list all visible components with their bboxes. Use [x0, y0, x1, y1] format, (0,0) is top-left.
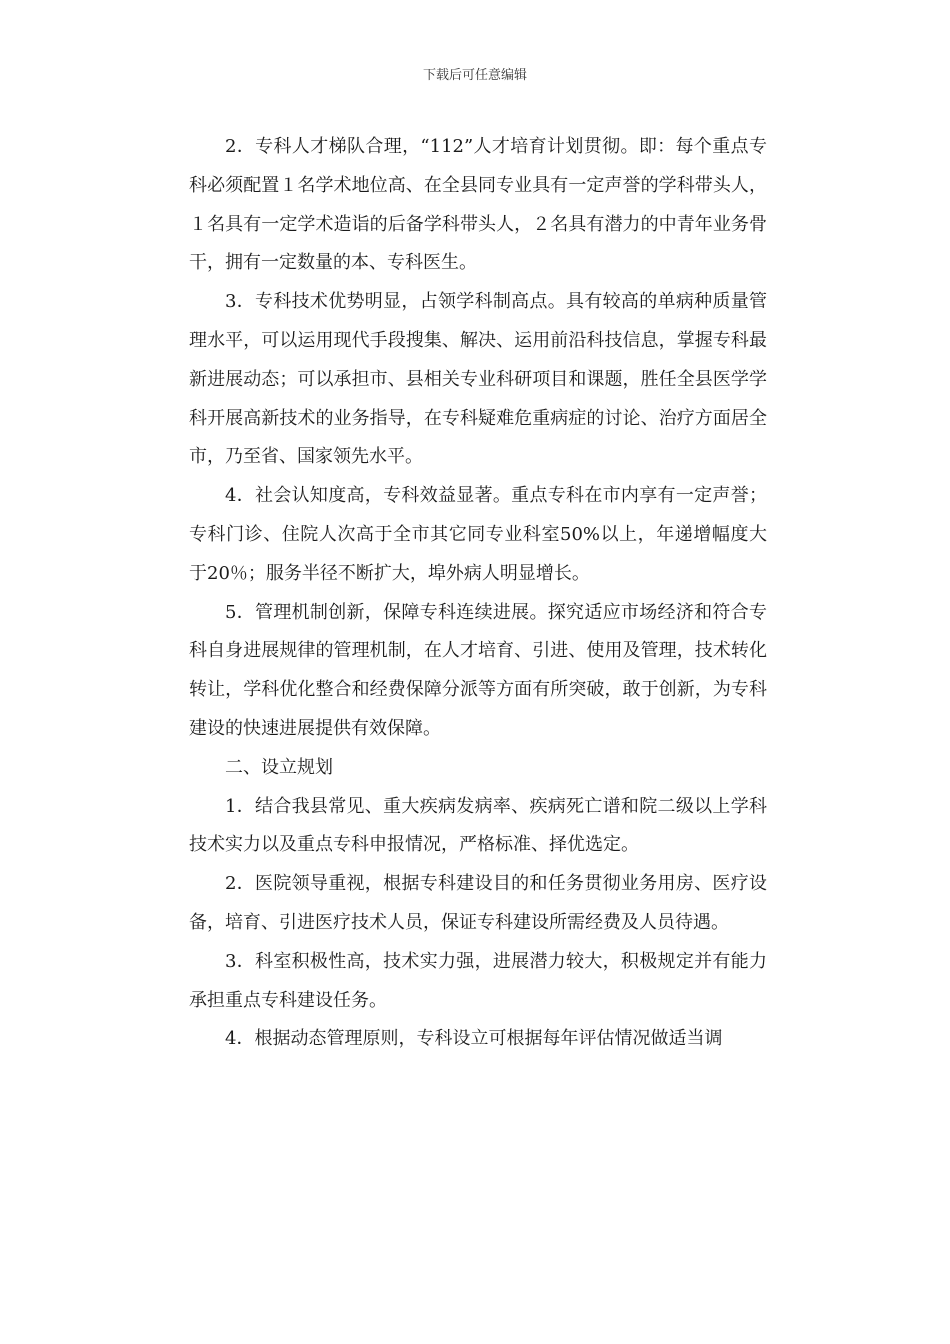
paragraph-dynamic-management: 4．根据动态管理原则，专科设立可根据每年评估情况做适当调 — [225, 1028, 723, 1050]
page-header-note: 下载后可任意编辑 — [422, 68, 527, 83]
section-heading-planning: 二、设立规划 — [225, 756, 333, 778]
paragraph-management-innovation: 5．管理机制创新，保障专科连续进展。探究适应市场经济和符合专科自身进展规律的管理机制，在人才培育、引进、使用及管理，技术转化转让，学科优化整合和经费保障分派等方面有所突破，敢于创新，为专科建设的快速进展提供有效保障。 — [189, 601, 767, 739]
paragraph-talent-team: 2．专科人才梯队合理，“112”人才培育计划贯彻。即：每个重点专科必须配置１名学术地位高、在全县同专业具有一定声誉的学科带头人，１名具有一定学术造诣的后备学科带头人，２名具有潜力的中青年业务骨干，拥有一定数量的本、专科医生。 — [189, 136, 767, 274]
paragraph-technical-advantage: 3．专科技术优势明显，占领学科制高点。具有较高的单病种质量管理水平，可以运用现代手段搜集、解决、运用前沿科技信息，掌握专科最新进展动态；可以承担市、县相关专业科研项目和课题，胜任全县医学学科开展高新技术的业务指导，在专科疑难危重病症的讨论、治疗方面居全市，乃至省、国家领先水平。 — [189, 291, 767, 468]
document-body — [189, 128, 767, 1059]
paragraph-selection-criteria: 1．结合我县常见、重大疾病发病率、疾病死亡谱和院二级以上学科技术实力以及重点专科申报情况，严格标准、择优选定。 — [189, 795, 767, 856]
paragraph-department-capability: 3．科室积极性高，技术实力强，进展潜力较大，积极规定并有能力承担重点专科建设任务。 — [189, 950, 767, 1011]
paragraph-leadership-support: 2．医院领导重视，根据专科建设目的和任务贯彻业务用房、医疗设备，培育、引进医疗技术人员，保证专科建设所需经费及人员待遇。 — [189, 873, 767, 933]
paragraph-social-recognition: 4．社会认知度高，专科效益显著。重点专科在市内享有一定声誉；专科门诊、住院人次高于全市其它同专业科室50%以上，年递增幅度大于20％；服务半径不断扩大，埠外病人明显增长。 — [189, 485, 767, 584]
